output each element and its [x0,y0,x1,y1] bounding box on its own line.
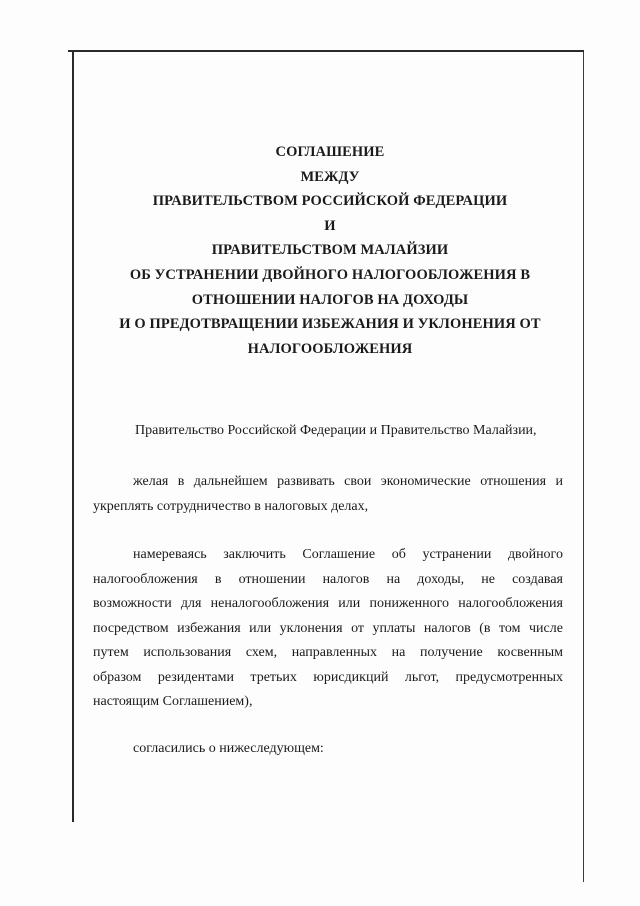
paragraph-line [93,543,563,568]
word: предусмотренных [455,669,563,685]
word: неналогообложения [210,596,330,611]
word: юрисдикций [313,669,389,685]
word: льгот, [404,669,440,685]
word: Соглашение [302,547,376,562]
word: налогов [423,620,471,636]
title-line: ПРАВИТЕЛЬСТВОМ РОССИЙСКОЙ ФЕДЕРАЦИИ [152,193,508,210]
word: отношения [480,474,547,489]
word: в [214,571,222,587]
word: развивать [277,474,335,489]
word: свои [344,474,372,489]
word: избежания [177,620,241,636]
word: экономические [380,474,471,489]
word: на [391,645,406,660]
word: путем [93,645,129,660]
word: на [386,571,401,587]
paragraph-line: Правительство Российской Федерации и Правительство Малайзии, [135,423,537,438]
word: доходы, [417,571,465,587]
word: дальнейшем [193,474,268,489]
word: уплаты [372,620,416,636]
parties-paragraph [135,419,565,444]
word: том [498,620,521,636]
word: схем, [245,645,278,660]
title-line: ПРАВИТЕЛЬСТВОМ МАЛАЙЗИИ [211,242,449,259]
desire-paragraph [93,470,563,519]
frame-left-border [72,52,74,822]
word: налогов [322,571,370,587]
word: или [249,620,272,636]
word: (в [479,620,491,636]
word: направленных [291,645,377,660]
title-line: И [324,217,336,234]
word: устранении [422,547,492,562]
word: резидентами [157,669,234,685]
word: создавая [512,571,563,587]
word: возможности [93,596,172,611]
paragraph-line: укреплять сотрудничество в налоговых делах, [93,498,369,514]
word: уклонения [279,620,343,636]
word: пониженного [369,596,450,611]
word: налогообложения [458,596,563,611]
word: для [180,596,202,611]
agreement-title [100,140,560,361]
agreement-paragraph [133,737,553,762]
word: намереваясь [133,547,207,562]
word: двойного [507,547,563,562]
paragraph-line [93,617,563,642]
paragraph-line [93,568,563,593]
paragraph-line: согласились о нижеследующем: [133,741,324,756]
paragraph-line [93,470,563,495]
word: от [351,620,364,636]
title-line: И О ПРЕДОТВРАЩЕНИИ ИЗБЕЖАНИЯ И УКЛОНЕНИЯ ОТ [119,316,541,333]
word: или [338,596,361,611]
title-line: ОТНОШЕНИИ НАЛОГОВ НА ДОХОДЫ [191,291,469,308]
word: косвенным [497,645,563,660]
word: налогообложения [93,571,198,587]
word: в [177,474,185,489]
frame-right-border [583,52,584,882]
word: заключить [223,547,286,562]
word: и [555,474,563,489]
word: отношении [238,571,306,587]
word: желая [133,474,169,489]
paragraph-line: настоящим Соглашением), [93,694,253,709]
word: образом [93,669,142,685]
intent-paragraph [93,543,563,715]
title-line: НАЛОГООБЛОЖЕНИЯ [247,340,413,357]
paragraph-line [93,592,563,617]
word: не [481,571,495,587]
frame-top-border [68,50,584,52]
title-line: МЕЖДУ [300,168,360,185]
paragraph-line [93,666,563,691]
word: третьих [250,669,297,685]
word: получение [419,645,483,660]
word: об [391,547,406,562]
title-line: ОБ УСТРАНЕНИИ ДВОЙНОГО НАЛОГООБЛОЖЕНИЯ В [129,266,531,283]
word: использования [143,645,232,660]
paragraph-line [93,641,563,666]
word: посредством [93,620,169,636]
word: числе [529,620,563,636]
title-line: СОГЛАШЕНИЕ [275,144,385,160]
